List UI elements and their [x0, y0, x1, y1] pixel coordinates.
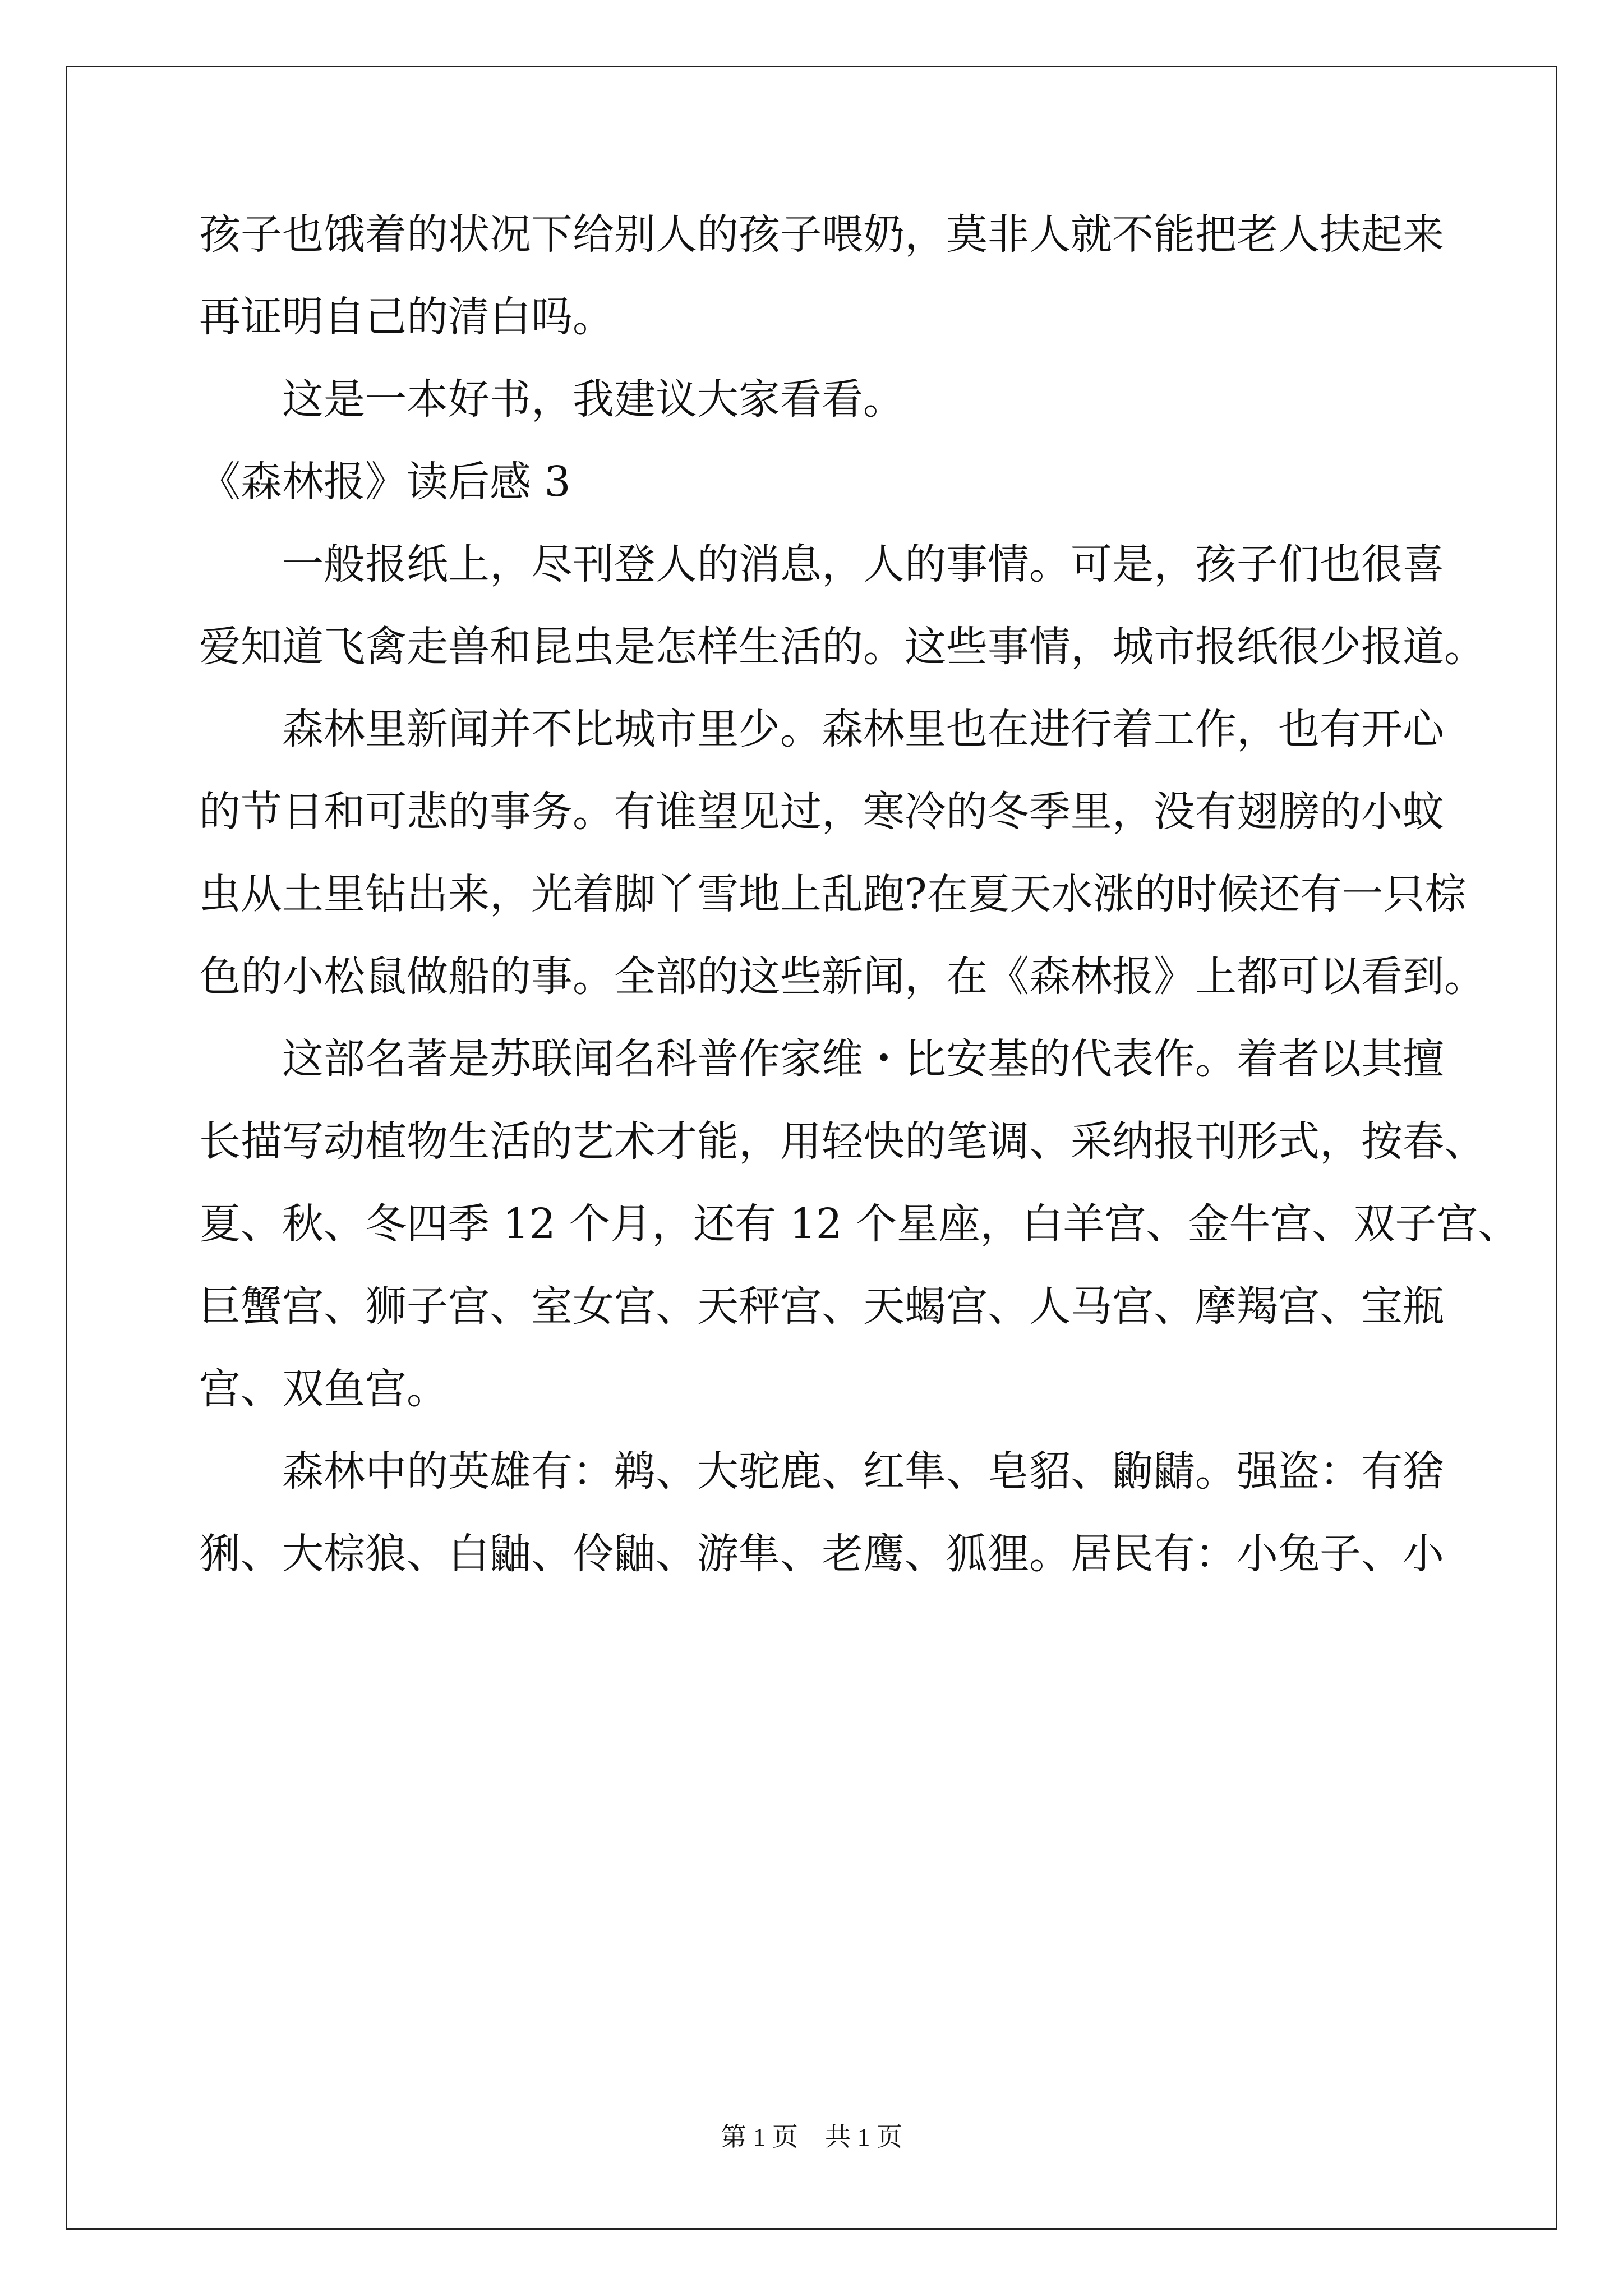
text-line: 这部名著是苏联闻名科普作家维・比安基的代表作。着者以其擅 [282, 1035, 1444, 1083]
text-line: 色的小松鼠做船的事。全部的这些新闻，在《森林报》上都可以看到。 [199, 953, 1486, 1001]
text-line: 这是一本好书，我建议大家看看。 [282, 375, 905, 424]
text-line: 的节日和可悲的事务。有谁望见过，寒冷的冬季里，没有翅膀的小蚊 [199, 788, 1444, 836]
document-body [199, 194, 1520, 1595]
text-line: 孩子也饿着的状况下给别人的孩子喂奶，莫非人就不能把老人扶起来 [199, 210, 1444, 259]
text-line: 爱知道飞禽走兽和昆虫是怎样生活的。这些事情，城市报纸很少报道。 [199, 623, 1486, 671]
text-line: 夏、秋、冬四季 12 个月，还有 12 个星座，白羊宫、金牛宫、双子宫、 [199, 1200, 1520, 1248]
section-heading: 《森林报》读后感 3 [199, 458, 571, 506]
page-number: 第 1 页 [721, 2123, 798, 2151]
page-total: 共 1 页 [825, 2123, 902, 2151]
text-line: 长描写动植物生活的艺术才能，用轻快的笔调、采纳报刊形式，按春、 [199, 1117, 1486, 1166]
text-line: 森林里新闻并不比城市里少。森林里也在进行着工作，也有开心 [282, 705, 1444, 753]
text-line: 一般报纸上，尽刊登人的消息，人的事情。可是，孩子们也很喜 [282, 540, 1444, 588]
text-line: 森林中的英雄有：鹈、大驼鹿、红隼、皂貂、鼩鼱。强盗：有猞 [282, 1447, 1444, 1496]
text-line: 猁、大棕狼、白鼬、伶鼬、游隼、老鹰、狐狸。居民有：小兔子、小 [199, 1530, 1444, 1578]
text-line: 虫从土里钻出来，光着脚丫雪地上乱跑?在夏天水涨的时候还有一只棕 [199, 870, 1467, 918]
text-line: 宫、双鱼宫。 [199, 1365, 448, 1413]
text-line: 巨蟹宫、狮子宫、室女宫、天秤宫、天蝎宫、人马宫、摩羯宫、宝瓶 [199, 1282, 1444, 1331]
page-footer [0, 2120, 1623, 2154]
text-line: 再证明自己的清白吗。 [199, 293, 614, 341]
